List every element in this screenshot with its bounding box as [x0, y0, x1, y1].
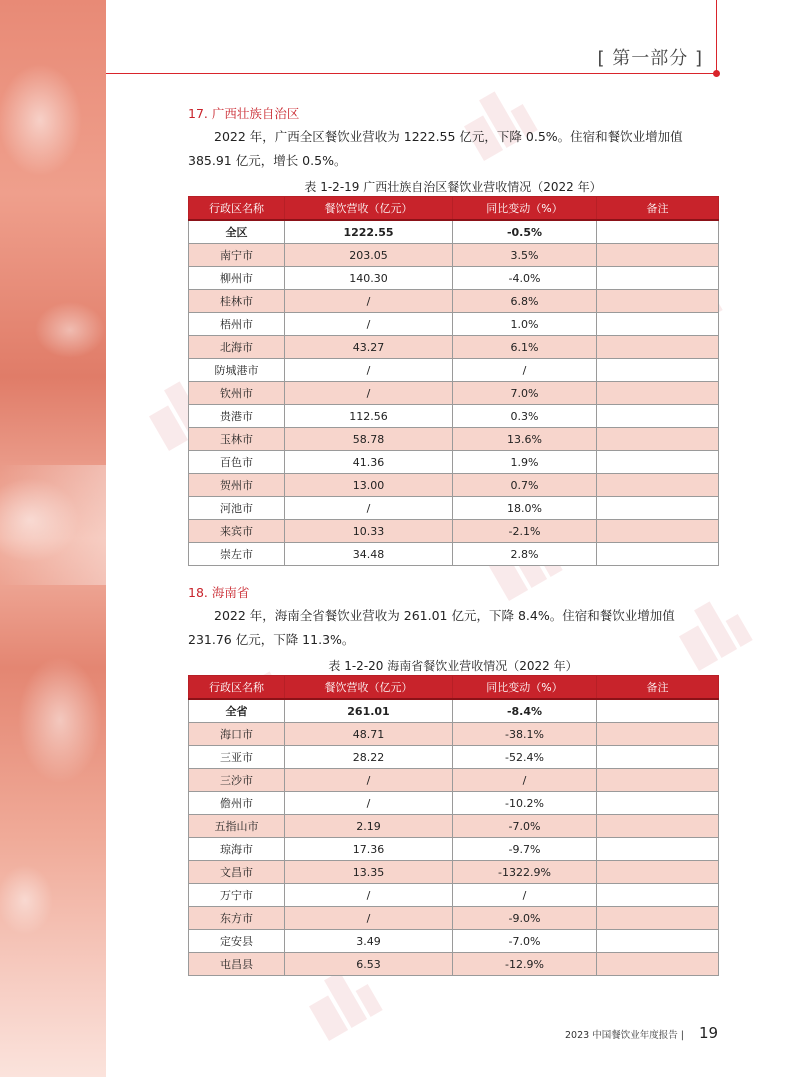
- section-heading: 18. 海南省: [188, 585, 250, 600]
- table-cell: /: [285, 290, 453, 313]
- table-cell: /: [453, 884, 597, 907]
- table-cell: 五指山市: [189, 815, 285, 838]
- table-cell: [597, 699, 719, 723]
- header-vertical-rule: [716, 0, 717, 73]
- table-cell: 钦州市: [189, 382, 285, 405]
- table-cell: /: [285, 359, 453, 382]
- table-cell: 0.3%: [453, 405, 597, 428]
- table-cell: [597, 405, 719, 428]
- table-cell: [597, 267, 719, 290]
- table-cell: 3.49: [285, 930, 453, 953]
- table-row: [189, 474, 719, 497]
- table-cell: 屯昌县: [189, 953, 285, 976]
- table-row: [189, 428, 719, 451]
- table-cell: -9.7%: [453, 838, 597, 861]
- table-cell: [597, 543, 719, 566]
- table-cell: -52.4%: [453, 746, 597, 769]
- table-cell: 1222.55: [285, 220, 453, 244]
- table-cell: 6.1%: [453, 336, 597, 359]
- table-cell: [597, 930, 719, 953]
- table-cell: [597, 838, 719, 861]
- table-cell: 贺州市: [189, 474, 285, 497]
- revenue-table: [188, 196, 719, 566]
- table-cell: 2.8%: [453, 543, 597, 566]
- table-cell: [597, 907, 719, 930]
- table-cell: 三沙市: [189, 769, 285, 792]
- table-cell: 贵港市: [189, 405, 285, 428]
- table-cell: -1322.9%: [453, 861, 597, 884]
- table-cell: [597, 220, 719, 244]
- table-row: [189, 497, 719, 520]
- table-cell: [597, 336, 719, 359]
- table-cell: 定安县: [189, 930, 285, 953]
- table-cell: /: [285, 382, 453, 405]
- table-cell: [597, 520, 719, 543]
- table-cell: 34.48: [285, 543, 453, 566]
- table-cell: 43.27: [285, 336, 453, 359]
- table-caption: 表 1-2-19 广西壮族自治区餐饮业营收情况（2022 年）: [304, 180, 602, 194]
- footer-report-title: 2023 中国餐饮业年度报告 |: [565, 1030, 684, 1041]
- table-row: [189, 382, 719, 405]
- table-cell: [597, 497, 719, 520]
- table-cell: -38.1%: [453, 723, 597, 746]
- table-cell: 0.7%: [453, 474, 597, 497]
- revenue-table: [188, 675, 719, 976]
- table-row: [189, 451, 719, 474]
- part-title: [ 第一部分 ]: [597, 48, 703, 69]
- table-cell: [597, 792, 719, 815]
- page-number: 19: [699, 1024, 719, 1042]
- table-cell: 28.22: [285, 746, 453, 769]
- table-cell: -2.1%: [453, 520, 597, 543]
- table-cell: 58.78: [285, 428, 453, 451]
- column-header: 行政区名称: [189, 197, 285, 221]
- table-cell: -10.2%: [453, 792, 597, 815]
- table-row: [189, 267, 719, 290]
- table-caption: 表 1-2-20 海南省餐饮业营收情况（2022 年）: [328, 659, 578, 673]
- table-cell: -0.5%: [453, 220, 597, 244]
- table-cell: [597, 451, 719, 474]
- table-cell: [597, 428, 719, 451]
- table-row: [189, 907, 719, 930]
- table-row: [189, 769, 719, 792]
- table-cell: 7.0%: [453, 382, 597, 405]
- table-cell: [597, 359, 719, 382]
- table-cell: /: [285, 792, 453, 815]
- table-cell: 梧州市: [189, 313, 285, 336]
- table-cell: 东方市: [189, 907, 285, 930]
- table-cell: 百色市: [189, 451, 285, 474]
- table-cell: 13.00: [285, 474, 453, 497]
- table-cell: 来宾市: [189, 520, 285, 543]
- table-cell: 1.0%: [453, 313, 597, 336]
- column-header: 备注: [597, 676, 719, 700]
- table-cell: 南宁市: [189, 244, 285, 267]
- table-cell: 柳州市: [189, 267, 285, 290]
- table-cell: 防城港市: [189, 359, 285, 382]
- table-cell: [597, 953, 719, 976]
- table-row: [189, 746, 719, 769]
- column-header: 行政区名称: [189, 676, 285, 700]
- table-cell: /: [453, 769, 597, 792]
- table-cell: 3.5%: [453, 244, 597, 267]
- table-row: [189, 359, 719, 382]
- table-cell: 41.36: [285, 451, 453, 474]
- table-row: [189, 313, 719, 336]
- table-cell: -7.0%: [453, 815, 597, 838]
- column-header: 备注: [597, 197, 719, 221]
- table-cell: [597, 382, 719, 405]
- table-cell: 海口市: [189, 723, 285, 746]
- column-header: 餐饮营收（亿元）: [285, 676, 453, 700]
- table-cell: 18.0%: [453, 497, 597, 520]
- table-cell: 261.01: [285, 699, 453, 723]
- header-horizontal-rule: [106, 73, 718, 74]
- table-cell: -8.4%: [453, 699, 597, 723]
- table-cell: 10.33: [285, 520, 453, 543]
- table-row: [189, 520, 719, 543]
- table-cell: 13.35: [285, 861, 453, 884]
- table-cell: 崇左市: [189, 543, 285, 566]
- table-cell: [597, 746, 719, 769]
- table-cell: 203.05: [285, 244, 453, 267]
- table-cell: 17.36: [285, 838, 453, 861]
- table-cell: 河池市: [189, 497, 285, 520]
- section-hainan: [188, 583, 718, 976]
- table-cell: 儋州市: [189, 792, 285, 815]
- table-cell: 三亚市: [189, 746, 285, 769]
- table-cell: [597, 884, 719, 907]
- table-cell: /: [285, 884, 453, 907]
- table-row: [189, 336, 719, 359]
- column-header: 餐饮营收（亿元）: [285, 197, 453, 221]
- column-header: 同比变动（%）: [453, 197, 597, 221]
- table-cell: 6.8%: [453, 290, 597, 313]
- table-row: [189, 815, 719, 838]
- table-row: [189, 723, 719, 746]
- table-cell: /: [285, 769, 453, 792]
- section-paragraph: 2022 年，海南全省餐饮业营收为 261.01 亿元，下降 8.4%。住宿和餐饮业增加值 231.76 亿元，下降 11.3%。: [188, 608, 675, 647]
- table-cell: [597, 474, 719, 497]
- table-cell: 琼海市: [189, 838, 285, 861]
- table-row: [189, 930, 719, 953]
- section-heading: 17. 广西壮族自治区: [188, 106, 300, 121]
- table-cell: 140.30: [285, 267, 453, 290]
- table-cell: -9.0%: [453, 907, 597, 930]
- table-cell: -12.9%: [453, 953, 597, 976]
- section-guangxi: [188, 104, 718, 566]
- table-cell: 桂林市: [189, 290, 285, 313]
- table-cell: [597, 290, 719, 313]
- table-cell: [597, 815, 719, 838]
- table-cell: /: [285, 907, 453, 930]
- table-cell: [597, 244, 719, 267]
- table-cell: /: [453, 359, 597, 382]
- table-row: [189, 405, 719, 428]
- table-row: [189, 953, 719, 976]
- table-cell: [597, 769, 719, 792]
- table-row: [189, 699, 719, 723]
- table-cell: /: [285, 313, 453, 336]
- table-row: [189, 838, 719, 861]
- table-cell: 48.71: [285, 723, 453, 746]
- table-row: [189, 861, 719, 884]
- table-row: [189, 792, 719, 815]
- table-cell: 6.53: [285, 953, 453, 976]
- table-cell: [597, 861, 719, 884]
- table-cell: 玉林市: [189, 428, 285, 451]
- table-cell: 全区: [189, 220, 285, 244]
- table-row: [189, 290, 719, 313]
- table-header-row: [189, 676, 719, 700]
- table-row: [189, 543, 719, 566]
- decorative-photo-strip: [0, 0, 106, 1077]
- table-cell: 2.19: [285, 815, 453, 838]
- table-row: [189, 220, 719, 244]
- table-cell: /: [285, 497, 453, 520]
- table-cell: [597, 723, 719, 746]
- table-cell: 1.9%: [453, 451, 597, 474]
- table-cell: 13.6%: [453, 428, 597, 451]
- table-cell: 文昌市: [189, 861, 285, 884]
- table-header-row: [189, 197, 719, 221]
- table-cell: [597, 313, 719, 336]
- table-cell: 万宁市: [189, 884, 285, 907]
- table-cell: -4.0%: [453, 267, 597, 290]
- table-row: [189, 884, 719, 907]
- table-cell: 全省: [189, 699, 285, 723]
- table-cell: 北海市: [189, 336, 285, 359]
- table-row: [189, 244, 719, 267]
- column-header: 同比变动（%）: [453, 676, 597, 700]
- table-cell: 112.56: [285, 405, 453, 428]
- header-rule-dot: [713, 70, 720, 77]
- table-cell: -7.0%: [453, 930, 597, 953]
- section-paragraph: 2022 年，广西全区餐饮业营收为 1222.55 亿元，下降 0.5%。住宿和餐饮业增加值 385.91 亿元，增长 0.5%。: [188, 129, 683, 168]
